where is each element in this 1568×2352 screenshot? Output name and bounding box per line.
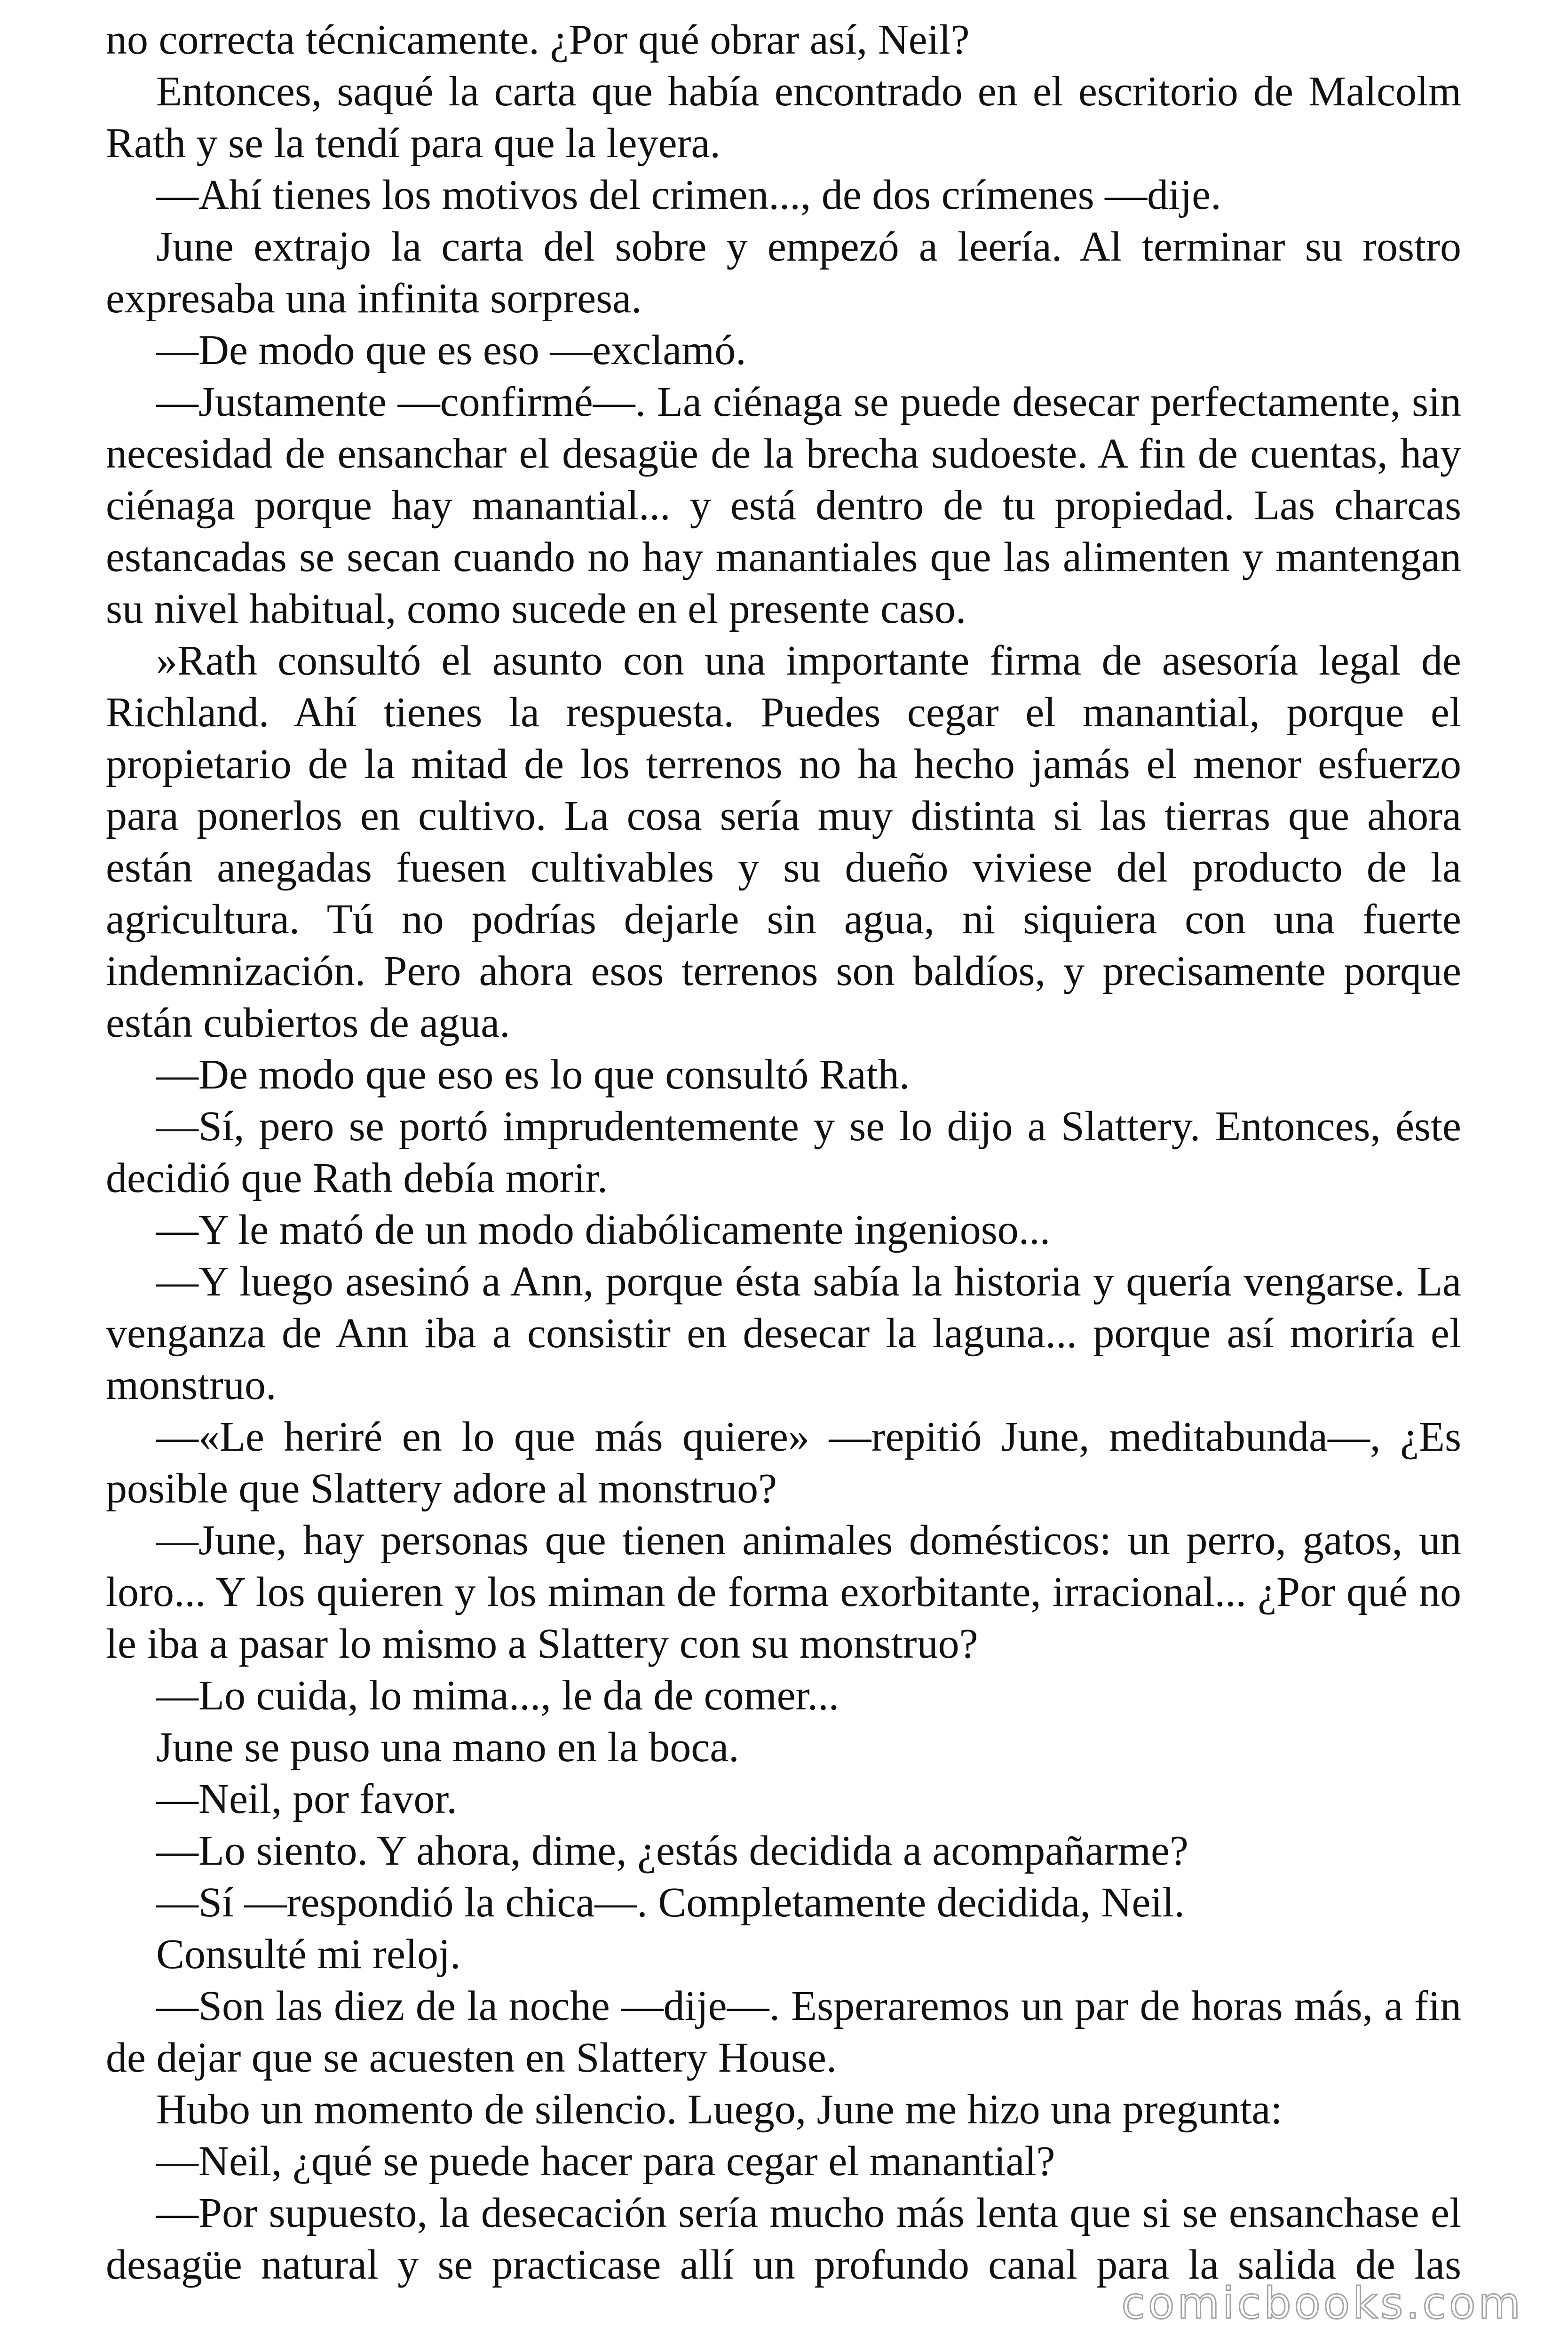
paragraph: —Neil, ¿qué se puede hacer para cegar el manantial? — [156, 2138, 1055, 2185]
paragraph: —«Le heriré en lo que más quiere» —repitió June, meditabunda—, ¿Es posible que Slattery adore al monstruo? — [106, 1414, 1461, 1512]
paragraph: —Por supuesto, la desecación sería mucho más lenta que si se ensanchase el desagüe natural y se practicase allí un profundo canal para la salida de las — [106, 2190, 1461, 2288]
paragraph: —Neil, por favor. — [156, 1776, 457, 1822]
paragraph: —Justamente —confirmé—. La ciénaga se puede desecar perfectamente, sin necesidad de ensanchar el desagüe de la brecha sudoeste. A fin de cuentas, hay ciénaga porque hay manantial... y está dentro de tu propiedad. Las charcas estancadas se secan cuando no hay manantiales que las alimenten y mantengan su nivel habitual, como sucede en el presente caso. — [106, 379, 1461, 632]
paragraph: —De modo que eso es lo que consultó Rath. — [156, 1051, 910, 1098]
paragraph: —Y le mató de un modo diabólicamente ingenioso... — [156, 1207, 1051, 1253]
paragraph: —De modo que es eso —exclamó. — [156, 327, 746, 373]
paragraph: —Lo cuida, lo mima..., le da de comer... — [156, 1672, 839, 1719]
paragraph: »Rath consultó el asunto con una importante firma de asesoría legal de Richland. Ahí tienes la respuesta. Puedes cegar el manantial, porque el propietario de la mitad de los terrenos no ha hecho jamás el menor esfuerzo para ponerlos en cultivo. La cosa sería muy distinta si las tierras que ahora están anegadas fuesen cultivables y su dueño viviese del producto de la agricultura. Tú no podrías dejarle sin agua, ni siquiera con una fuerte indemnización. Pero ahora esos terrenos son baldíos, y precisamente porque están cubiertos de agua. — [106, 637, 1461, 1046]
paragraph: —Ahí tienes los motivos del crimen..., de dos crímenes —dije. — [156, 172, 1221, 218]
paragraph: Entonces, saqué la carta que había encontrado en el escritorio de Malcolm Rath y se la tendí para que la leyera. — [106, 68, 1461, 167]
paragraph: —Sí —respondió la chica—. Completamente decidida, Neil. — [156, 1879, 1185, 1926]
paragraph: Hubo un momento de silencio. Luego, June me hizo una pregunta: — [156, 2086, 1283, 2133]
paragraph: —Lo siento. Y ahora, dime, ¿estás decidida a acompañarme? — [156, 1828, 1188, 1874]
paragraph: —Y luego asesinó a Ann, porque ésta sabía la historia y quería vengarse. La venganza de Ann iba a consistir en desecar la laguna... porque así moriría el monstruo. — [106, 1258, 1461, 1408]
paragraph: Consulté mi reloj. — [156, 1931, 461, 1978]
body-text — [106, 14, 1461, 2291]
paragraph: —Sí, pero se portó imprudentemente y se lo dijo a Slattery. Entonces, éste decidió que Rath debía morir. — [106, 1103, 1461, 1201]
paragraph: —June, hay personas que tienen animales domésticos: un perro, gatos, un loro... Y los quieren y los miman de forma exorbitante, irracional... ¿Por qué no le iba a pasar lo mismo a Slattery con su monstruo? — [106, 1517, 1461, 1667]
paragraph: —Son las diez de la noche —dije—. Esperaremos un par de horas más, a fin de dejar que se acuesten en Slattery House. — [106, 1983, 1461, 2081]
watermark: comicbooks.com — [1121, 2278, 1523, 2328]
paragraph: June se puso una mano en la boca. — [156, 1724, 739, 1771]
paragraph: no correcta técnicamente. ¿Por qué obrar así, Neil? — [106, 16, 970, 63]
paragraph: June extrajo la carta del sobre y empezó a leería. Al terminar su rostro expresaba una infinita sorpresa. — [106, 223, 1461, 322]
